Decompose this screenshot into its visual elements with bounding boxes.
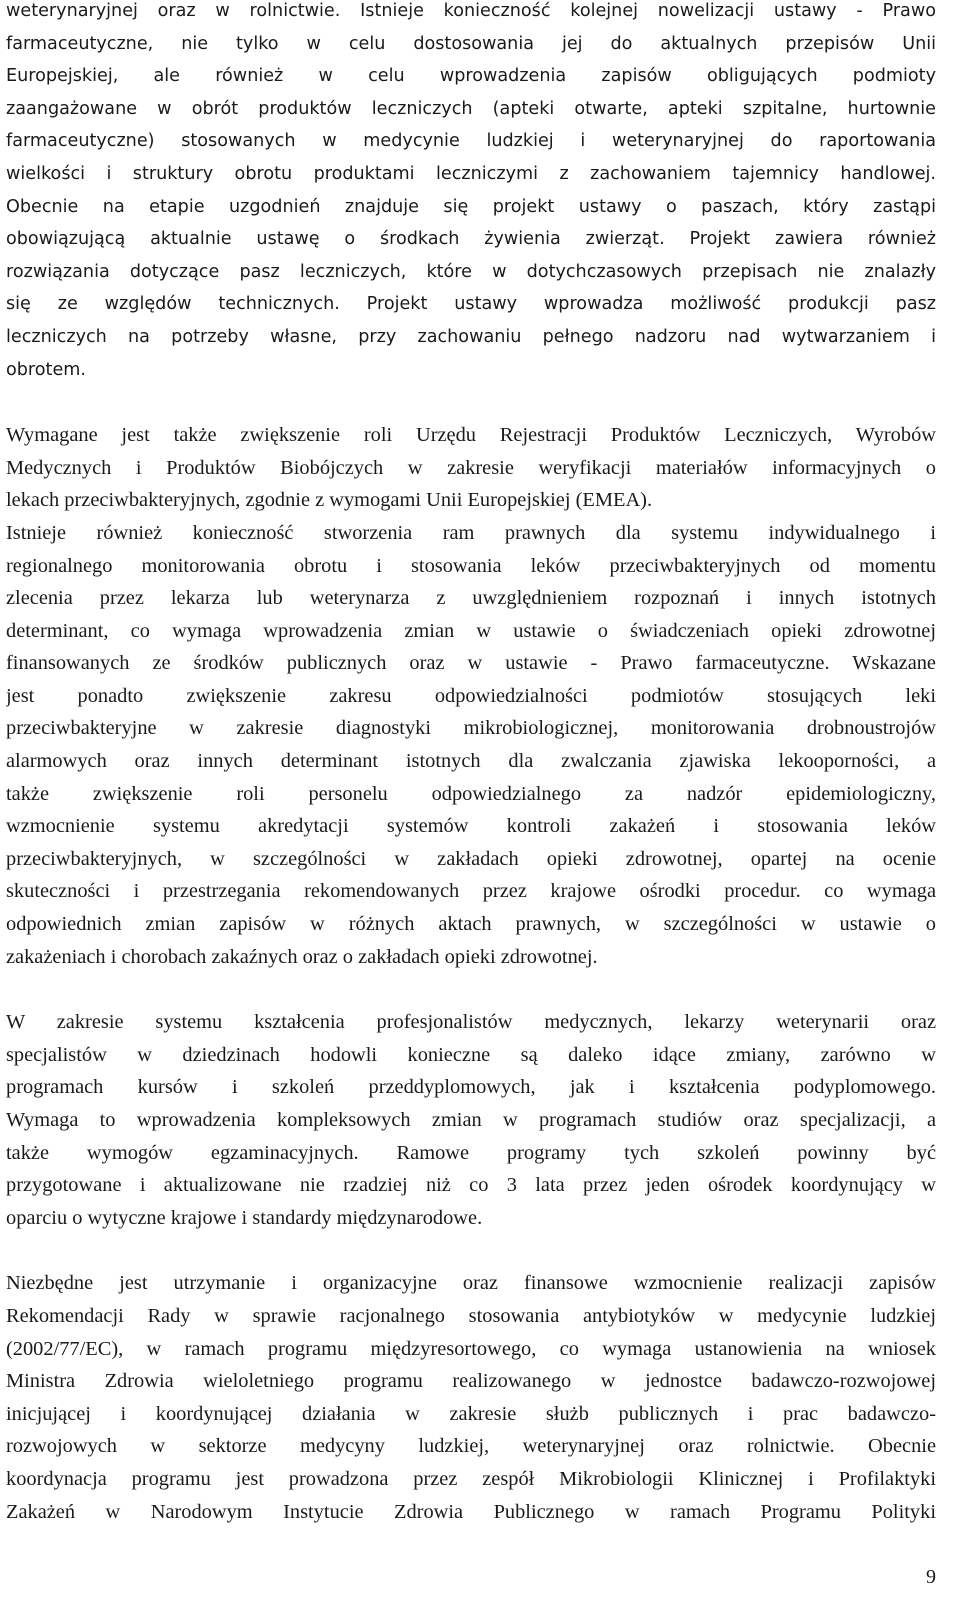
text-line: finansowanych ze środków publicznych oraz w ustawie - Prawo farmaceutyczne. Wskazane: [6, 652, 936, 675]
paragraph-2: [6, 419, 936, 973]
text-line: regionalnego monitorowania obrotu i stosowania leków przeciwbakteryjnych od momentu: [6, 554, 936, 577]
document-page: [6, 0, 936, 1528]
text-line: zaangażowane w obrót produktów leczniczych (apteki otwarte, apteki szpitalne, hurtownie: [6, 98, 936, 119]
text-line: się ze względów technicznych. Projekt ustawy wprowadza możliwość produkcji pasz: [6, 294, 936, 315]
text-line: obowiązującą aktualnie ustawę o środkach żywienia zwierząt. Projekt zawiera również: [6, 229, 936, 250]
text-line: skuteczności i przestrzegania rekomendowanych przez krajowe ośrodki procedur. co wymaga: [6, 880, 936, 903]
text-line: lekach przeciwbakteryjnych, zgodnie z wymogami Unii Europejskiej (EMEA).: [6, 489, 653, 512]
text-line: inicjującej i koordynującej działania w zakresie służb publicznych i prac badawczo-: [6, 1402, 936, 1425]
text-line: Niezbędne jest utrzymanie i organizacyjne oraz finansowe wzmocnienie realizacji zapisów: [6, 1272, 936, 1295]
text-line: Zakażeń w Narodowym Instytucie Zdrowia Publicznego w ramach Programu Polityki: [6, 1500, 936, 1523]
text-line: determinant, co wymaga wprowadzenia zmian w ustawie o świadczeniach opieki zdrowotnej: [6, 619, 936, 642]
text-line: specjalistów w dziedzinach hodowli konieczne są daleko idące zmiany, zarówno w: [6, 1043, 936, 1066]
text-line: Wymagane jest także zwiększenie roli Urzędu Rejestracji Produktów Leczniczych, Wyrobów: [6, 424, 936, 447]
text-line: przeciwbakteryjne w zakresie diagnostyki mikrobiologicznej, monitorowania drobnoustrojów: [6, 717, 936, 740]
text-line: W zakresie systemu kształcenia profesjonalistów medycznych, lekarzy weterynarii oraz: [6, 1011, 936, 1034]
text-line: koordynacja programu jest prowadzona przez zespół Mikrobiologii Klinicznej i Profilaktyki: [6, 1467, 936, 1490]
paragraph-3: [6, 1006, 936, 1234]
text-line: (2002/77/EC), w ramach programu międzyresortowego, co wymaga ustanowienia na wniosek: [6, 1337, 936, 1360]
text-line: farmaceutyczne, nie tylko w celu dostosowania jej do aktualnych przepisów Unii: [6, 33, 936, 54]
text-line: Wymaga to wprowadzenia kompleksowych zmian w programach studiów oraz specjalizacji, a: [6, 1109, 936, 1131]
text-line: zlecenia przez lekarza lub weterynarza z uwzględnieniem rozpoznań i innych istotnych: [6, 587, 936, 610]
page-number: 9: [926, 1566, 936, 1588]
text-line: oparciu o wytyczne krajowe i standardy międzynarodowe.: [6, 1206, 483, 1229]
text-line: Obecnie na etapie uzgodnień znajduje się projekt ustawy o paszach, który zastąpi: [6, 196, 936, 217]
text-line: obrotem.: [6, 359, 86, 380]
text-line: alarmowych oraz innych determinant istotnych dla zwalczania zjawiska lekooporności, a: [6, 750, 936, 773]
text-line: farmaceutyczne) stosowanych w medycynie ludzkiej i weterynaryjnej do raportowania: [6, 131, 936, 152]
text-line: przygotowane i aktualizowane nie rzadziej niż co 3 lata przez jeden ośrodek koordynujący w: [6, 1174, 936, 1197]
text-line: także wymogów egzaminacyjnych. Ramowe programy tych szkoleń powinny być: [6, 1141, 936, 1164]
text-line: leczniczych na potrzeby własne, przy zachowaniu pełnego nadzoru nad wytwarzaniem i: [6, 326, 936, 347]
text-line: weterynaryjnej oraz w rolnictwie. Istnieje konieczność kolejnej nowelizacji ustawy - Prawo: [6, 1, 936, 21]
paragraph-1: [6, 0, 936, 386]
text-line: wielkości i struktury obrotu produktami leczniczymi z zachowaniem tajemnicy handlowej.: [6, 163, 936, 184]
text-line: Europejskiej, ale również w celu wprowadzenia zapisów obligujących podmioty: [6, 66, 936, 87]
text-line: Istnieje również konieczność stworzenia ram prawnych dla systemu indywidualnego i: [6, 521, 936, 544]
text-line: rozwojowych w sektorze medycyny ludzkiej, weterynaryjnej oraz rolnictwie. Obecnie: [6, 1435, 936, 1458]
text-line: Medycznych i Produktów Biobójczych w zakresie weryfikacji materiałów informacyjnych o: [6, 456, 936, 479]
text-line: Rekomendacji Rady w sprawie racjonalnego stosowania antybiotyków w medycynie ludzkiej: [6, 1304, 936, 1327]
text-line: przeciwbakteryjnych, w szczególności w zakładach opieki zdrowotnej, opartej na ocenie: [6, 847, 936, 870]
paragraph-gap: [6, 386, 936, 419]
paragraph-4: [6, 1267, 936, 1528]
text-line: odpowiednich zmian zapisów w różnych aktach prawnych, w szczególności w ustawie o: [6, 913, 936, 936]
text-line: Ministra Zdrowia wieloletniego programu realizowanego w jednostce badawczo-rozwojowej: [6, 1370, 936, 1393]
text-line: zakażeniach i chorobach zakaźnych oraz o zakładach opieki zdrowotnej.: [6, 945, 598, 968]
text-line: także zwiększenie roli personelu odpowiedzialnego za nadzór epidemiologiczny,: [6, 782, 936, 805]
text-line: programach kursów i szkoleń przeddyplomowych, jak i kształcenia podyplomowego.: [6, 1076, 936, 1099]
paragraph-gap: [6, 973, 936, 1006]
text-line: jest ponadto zwiększenie zakresu odpowiedzialności podmiotów stosujących leki: [6, 684, 936, 707]
text-line: wzmocnienie systemu akredytacji systemów kontroli zakażeń i stosowania leków: [6, 815, 936, 838]
text-line: rozwiązania dotyczące pasz leczniczych, które w dotychczasowych przepisach nie znalazły: [6, 261, 936, 282]
paragraph-gap: [6, 1234, 936, 1267]
